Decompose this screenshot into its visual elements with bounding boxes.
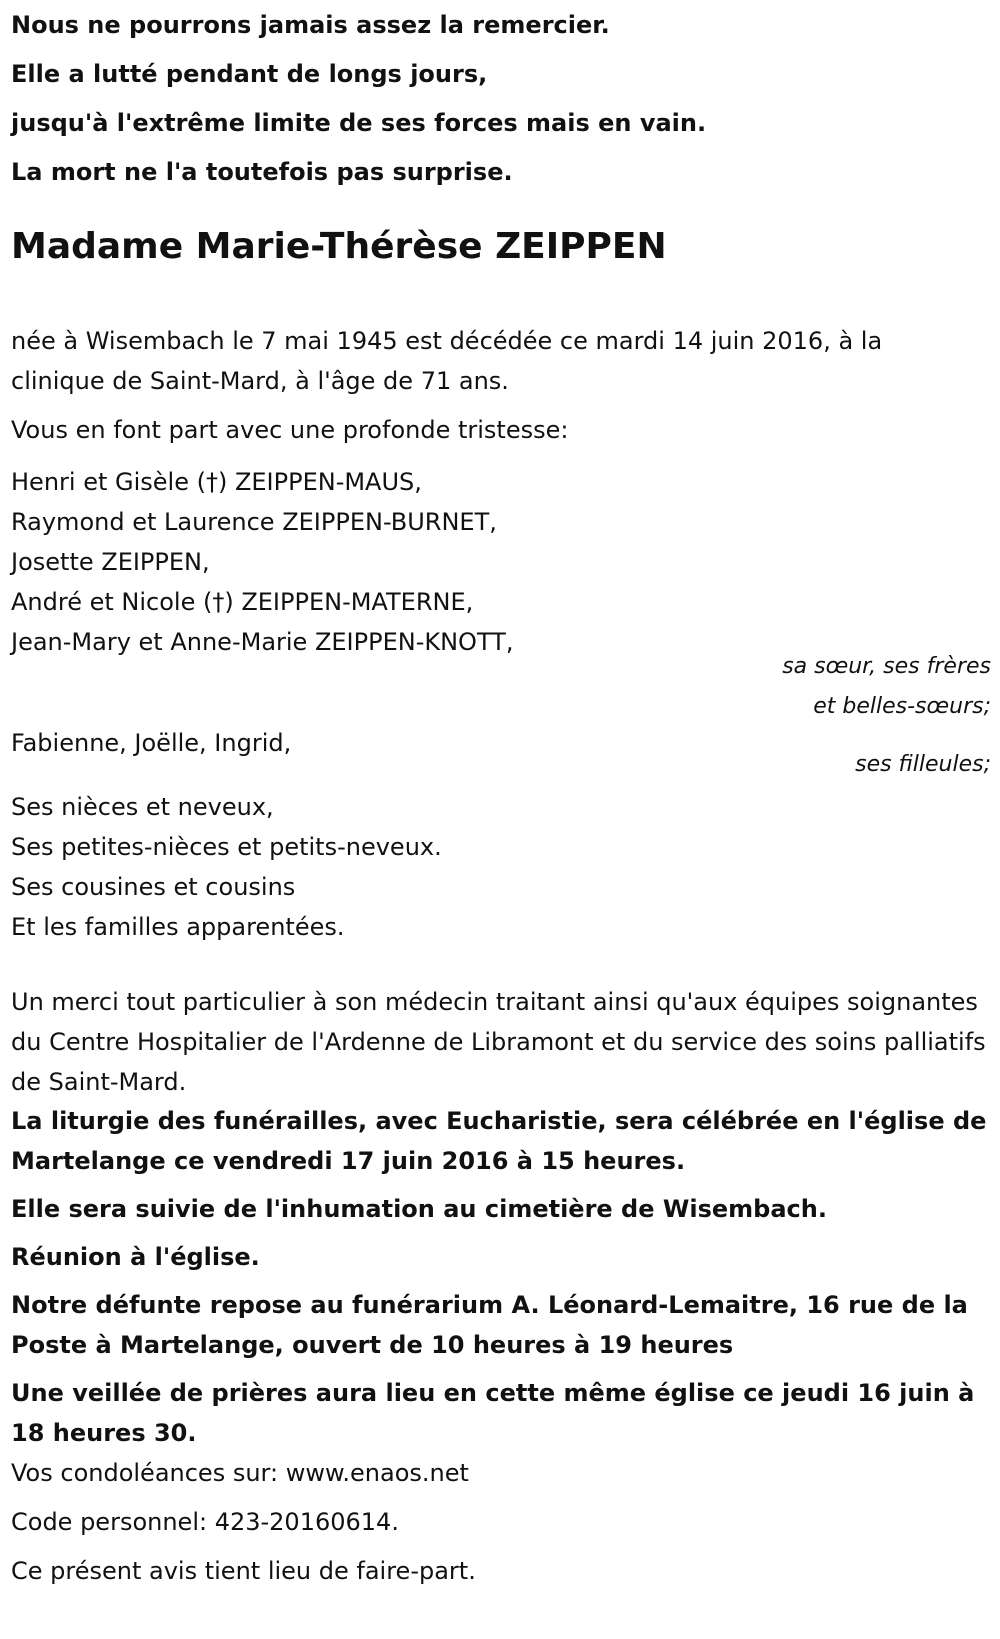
tristesse-line: Vous en font part avec une profonde tristesse: [11, 416, 569, 444]
personal-code: Code personnel: 423-20160614. [11, 1508, 399, 1536]
intro-section [11, 1, 706, 197]
intro-line: La mort ne l'a toutefois pas surprise. [11, 158, 513, 186]
funeral-detail: Notre défunte repose au funérarium A. Léonard-Lemaitre, 16 rue de la Poste à Martelange, ouvert de 10 heures à 19 heures [11, 1291, 968, 1359]
relatives-line: Ses petites-nièces et petits-neveux. [11, 833, 442, 861]
deceased-name: Madame Marie-Thérèse ZEIPPEN [11, 226, 667, 267]
thanks-paragraph: Un merci tout particulier à son médecin traitant ainsi qu'aux équipes soignantes du Centre Hospitalier de l'Ardenne de Libramont et du service des soins palliatifs de Saint-Mard. [11, 988, 986, 1096]
intro-line: Elle a lutté pendant de longs jours, [11, 60, 488, 88]
family-member: Henri et Gisèle (†) ZEIPPEN-MAUS, [11, 468, 422, 496]
closing-line: Ce présent avis tient lieu de faire-part. [11, 1557, 476, 1585]
funeral-detail: Une veillée de prières aura lieu en cette même église ce jeudi 16 juin à 18 heures 30. [11, 1379, 975, 1447]
family-member: André et Nicole (†) ZEIPPEN-MATERNE, [11, 588, 474, 616]
relatives-line: Ses nièces et neveux, [11, 793, 274, 821]
godchildren: Fabienne, Joëlle, Ingrid, [11, 729, 292, 757]
relatives-list [11, 787, 442, 947]
funeral-details [11, 1101, 991, 1461]
intro-line: Nous ne pourrons jamais assez la remercier. [11, 11, 610, 39]
family-relation [782, 647, 991, 727]
relatives-line: Ses cousines et cousins [11, 873, 296, 901]
family-list [11, 462, 513, 662]
funeral-detail: Elle sera suivie de l'inhumation au cimetière de Wisembach. [11, 1195, 827, 1223]
funeral-detail: Réunion à l'église. [11, 1243, 260, 1271]
relation-line: sa sœur, ses frères [782, 654, 991, 679]
relation-line: et belles-sœurs; [813, 694, 991, 719]
condolences-line: Vos condoléances sur: www.enaos.net [11, 1459, 469, 1487]
relatives-line: Et les familles apparentées. [11, 913, 345, 941]
family-member: Raymond et Laurence ZEIPPEN-BURNET, [11, 508, 497, 536]
family-member: Josette ZEIPPEN, [11, 548, 210, 576]
footer [11, 1449, 476, 1596]
birth-death-text: née à Wisembach le 7 mai 1945 est décédée ce mardi 14 juin 2016, à la clinique de Saint-Mard, à l'âge de 71 ans. [11, 327, 883, 395]
godchildren-relation: ses filleules; [855, 752, 991, 777]
funeral-detail: La liturgie des funérailles, avec Eucharistie, sera célébrée en l'église de Martelange ce vendredi 17 juin 2016 à 15 heures. [11, 1107, 987, 1175]
family-member: Jean-Mary et Anne-Marie ZEIPPEN-KNOTT, [11, 628, 514, 656]
intro-line: jusqu'à l'extrême limite de ses forces mais en vain. [11, 109, 707, 137]
